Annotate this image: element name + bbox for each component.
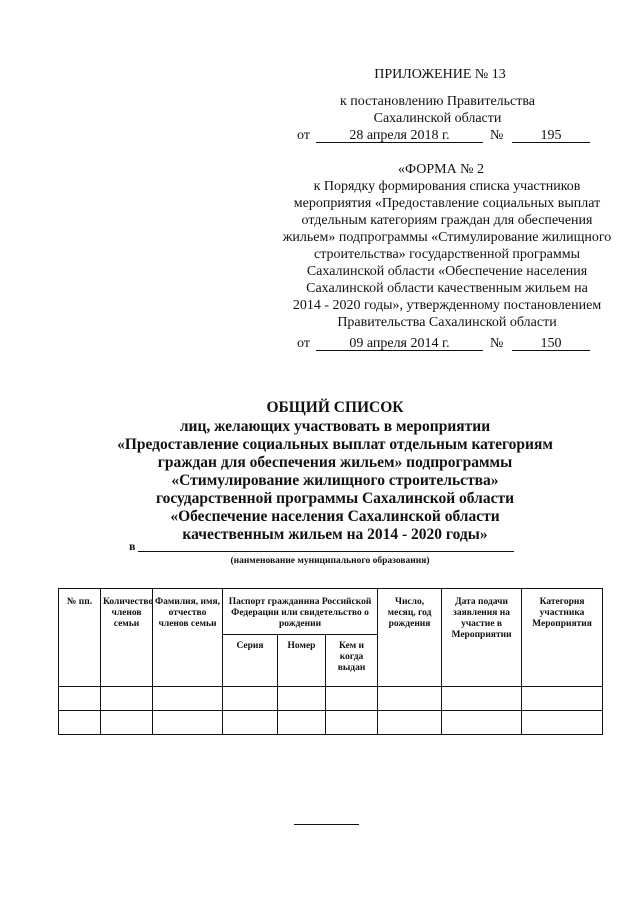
header-series: Серия [223,635,278,687]
form-text [262,178,632,331]
municipality-caption: (наименование муниципального образования) [230,556,430,566]
table-cell[interactable] [326,687,378,711]
list-line: лиц, желающих участвовать в мероприятии [179,418,491,435]
form-date: 09 апреля 2014 г. [316,335,483,351]
list-line: государственной программы Сахалинской области [155,490,515,507]
table-row [59,687,603,711]
list-line: «Стимулирование жилищного строительства» [171,472,499,489]
table-cell[interactable] [442,687,522,711]
appendix-line-2: Сахалинской области [373,111,502,126]
table-row [59,711,603,735]
table-cell[interactable] [378,687,442,711]
table-cell[interactable] [522,711,603,735]
form-line: Сахалинской области качественным жильем на [306,281,588,296]
list-line: «Обеспечение населения Сахалинской области [170,508,500,525]
table-cell[interactable] [223,711,278,735]
table-cell[interactable] [101,711,153,735]
form-line: Сахалинской области «Обеспечение населения [306,264,588,279]
form-line: строительства» государственной программы [313,247,581,262]
header-count: Количество членов семьи [101,589,153,687]
header-name: Фамилия, имя, отчество членов семьи [153,589,223,687]
form-from-label: от [297,336,310,351]
participants-table [58,588,603,735]
table-cell[interactable] [326,711,378,735]
header-birth: Число, месяц, год рождения [378,589,442,687]
appendix-number: 195 [512,127,590,143]
form-line: 2014 - 2020 годы», утвержденному постановлением [292,298,602,313]
appendix-no-label: № [490,128,504,143]
list-line: граждан для обеспечения жильем» подпрограммы [157,454,513,471]
list-subtitle [80,418,590,544]
form-number: 150 [512,335,590,351]
form-line: жильем» подпрограммы «Стимулирование жилищного [282,230,612,245]
table-cell[interactable] [59,687,101,711]
header-category: Категория участника Мероприятия [522,589,603,687]
header-row [59,589,603,635]
municipality-line [138,551,514,552]
form-line: Правительства Сахалинской области [337,315,557,330]
table-cell[interactable] [59,711,101,735]
header-num: № пп. [59,589,101,687]
header-passport: Паспорт гражданина Российской Федерации или свидетельство о рождении [223,589,378,635]
header-date-applied: Дата подачи заявления на участие в Мероприятии [442,589,522,687]
in-label: в [129,539,136,553]
table-cell[interactable] [442,711,522,735]
table-cell[interactable] [378,711,442,735]
table-cell[interactable] [153,687,223,711]
list-line: «Предоставление социальных выплат отдельным категориям [117,436,553,453]
table-cell[interactable] [522,687,603,711]
form-line: к Порядку формирования списка участников [313,179,581,194]
table-cell[interactable] [153,711,223,735]
table-cell[interactable] [223,687,278,711]
appendix-from-label: от [297,128,310,143]
list-line: качественным жильем на 2014 - 2020 годы» [182,526,488,543]
closing-rule [294,824,359,825]
form-line: отдельным категориям граждан для обеспечения [301,213,593,228]
form-title: «ФОРМА № 2 [398,162,485,177]
table-cell[interactable] [278,711,326,735]
appendix-line-1: к постановлению Правительства [339,94,536,109]
appendix-title: ПРИЛОЖЕНИЕ № 13 [374,67,506,82]
list-title: ОБЩИЙ СПИСОК [266,399,404,416]
header-number: Номер [278,635,326,687]
appendix-date: 28 апреля 2018 г. [316,127,483,143]
header-issued: Кем и когда выдан [326,635,378,687]
form-no-label: № [490,336,504,351]
table-cell[interactable] [278,687,326,711]
form-line: мероприятия «Предоставление социальных выплат [293,196,601,211]
table-cell[interactable] [101,687,153,711]
